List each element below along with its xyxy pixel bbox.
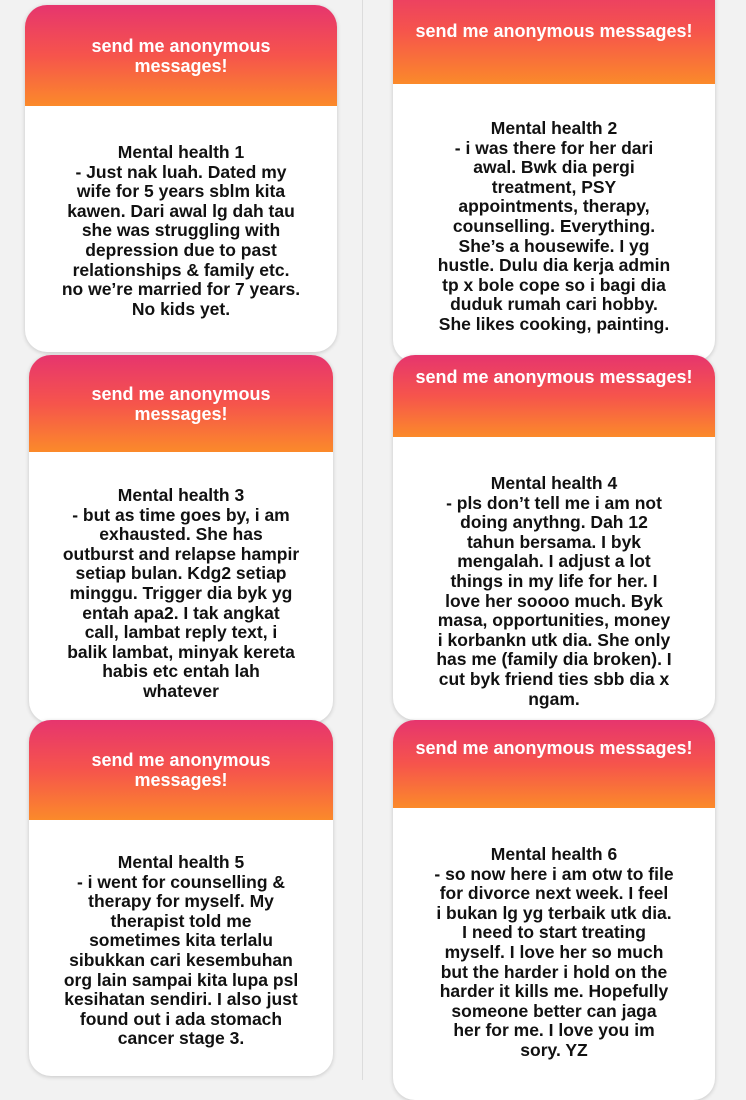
card-3-body <box>29 452 333 702</box>
card-6-header <box>393 720 715 808</box>
card-6-message: - so now here i am otw to file for divorce next week. I feel i bukan lg yg terbaik utk dia. I need to start treating myself. I love her so much but the harder i hold on the harder it kills me. Hopefully someone better can jaga her for me. I love you im sory. YZ <box>434 863 674 1060</box>
card-6-header-text: send me anonymous messages! <box>415 738 693 758</box>
card-3-title: Mental health 3 <box>117 485 245 505</box>
card-6-title: Mental health 6 <box>490 844 618 864</box>
card-1-header-text: send me anonymous messages! <box>91 35 271 76</box>
card-5-header-text: send me anonymous messages! <box>91 750 271 790</box>
card-1-title: Mental health 1 <box>117 142 245 162</box>
card-2-header <box>393 0 715 84</box>
question-card-4 <box>393 355 715 720</box>
card-5-body <box>29 820 333 1049</box>
question-card-3 <box>29 355 333 723</box>
card-1-message: - Just nak luah. Dated my wife for 5 years sblm kita kawen. Dari awal lg dah tau she was struggling with depression due to past relationships & family etc. no we’re married for 7 years. No kids yet. <box>61 161 301 319</box>
question-card-1 <box>25 5 337 352</box>
card-3-header-text: send me anonymous messages! <box>91 383 271 424</box>
column-divider <box>362 0 363 1080</box>
card-5-header <box>29 720 333 820</box>
card-6-body <box>393 808 715 1061</box>
card-4-message: - pls don’t tell me i am not doing anythng. Dah 12 tahun bersama. I byk mengalah. I adjust a lot things in my life for her. I love her soooo much. Byk masa, opportunities, money i korbankn utk dia. She only has me (family dia broken). I cut byk friend ties sbb dia x ngam. <box>436 492 672 709</box>
question-card-5 <box>29 720 333 1076</box>
card-4-header <box>393 355 715 437</box>
card-3-message: - but as time goes by, i am exhausted. She has outburst and relapse hampir setiap bulan. Kdg2 setiap minggu. Trigger dia byk yg entah apa2. I tak angkat call, lambat reply text, i balik lambat, minyak kereta habis etc entah lah whatever <box>62 504 300 701</box>
card-4-header-text: send me anonymous messages! <box>415 367 693 387</box>
card-2-message: - i was there for her dari awal. Bwk dia pergi treatment, PSY appointments, therapy, counselling. Everything. She’s a housewife. I yg hustle. Dulu dia kerja admin tp x bole cope so i bagi dia duduk rumah cari hobby. She likes cooking, painting. <box>437 137 671 334</box>
question-card-6 <box>393 720 715 1100</box>
card-2-title: Mental health 2 <box>490 118 618 138</box>
card-3-header <box>29 355 333 452</box>
card-2-header-text: send me anonymous messages! <box>415 21 693 41</box>
card-2-body <box>393 84 715 335</box>
card-4-body <box>393 437 715 709</box>
question-card-2 <box>393 0 715 362</box>
card-1-body <box>25 106 337 319</box>
card-1-header <box>25 5 337 106</box>
card-4-title: Mental health 4 <box>490 473 618 493</box>
card-5-title: Mental health 5 <box>117 852 245 872</box>
card-5-message: - i went for counselling & therapy for myself. My therapist told me sometimes kita terlalu sibukkan cari kesembuhan org lain sampai kita lupa psl kesihatan sendiri. I also just found out i ada stomach cancer stage 3. <box>63 871 299 1049</box>
